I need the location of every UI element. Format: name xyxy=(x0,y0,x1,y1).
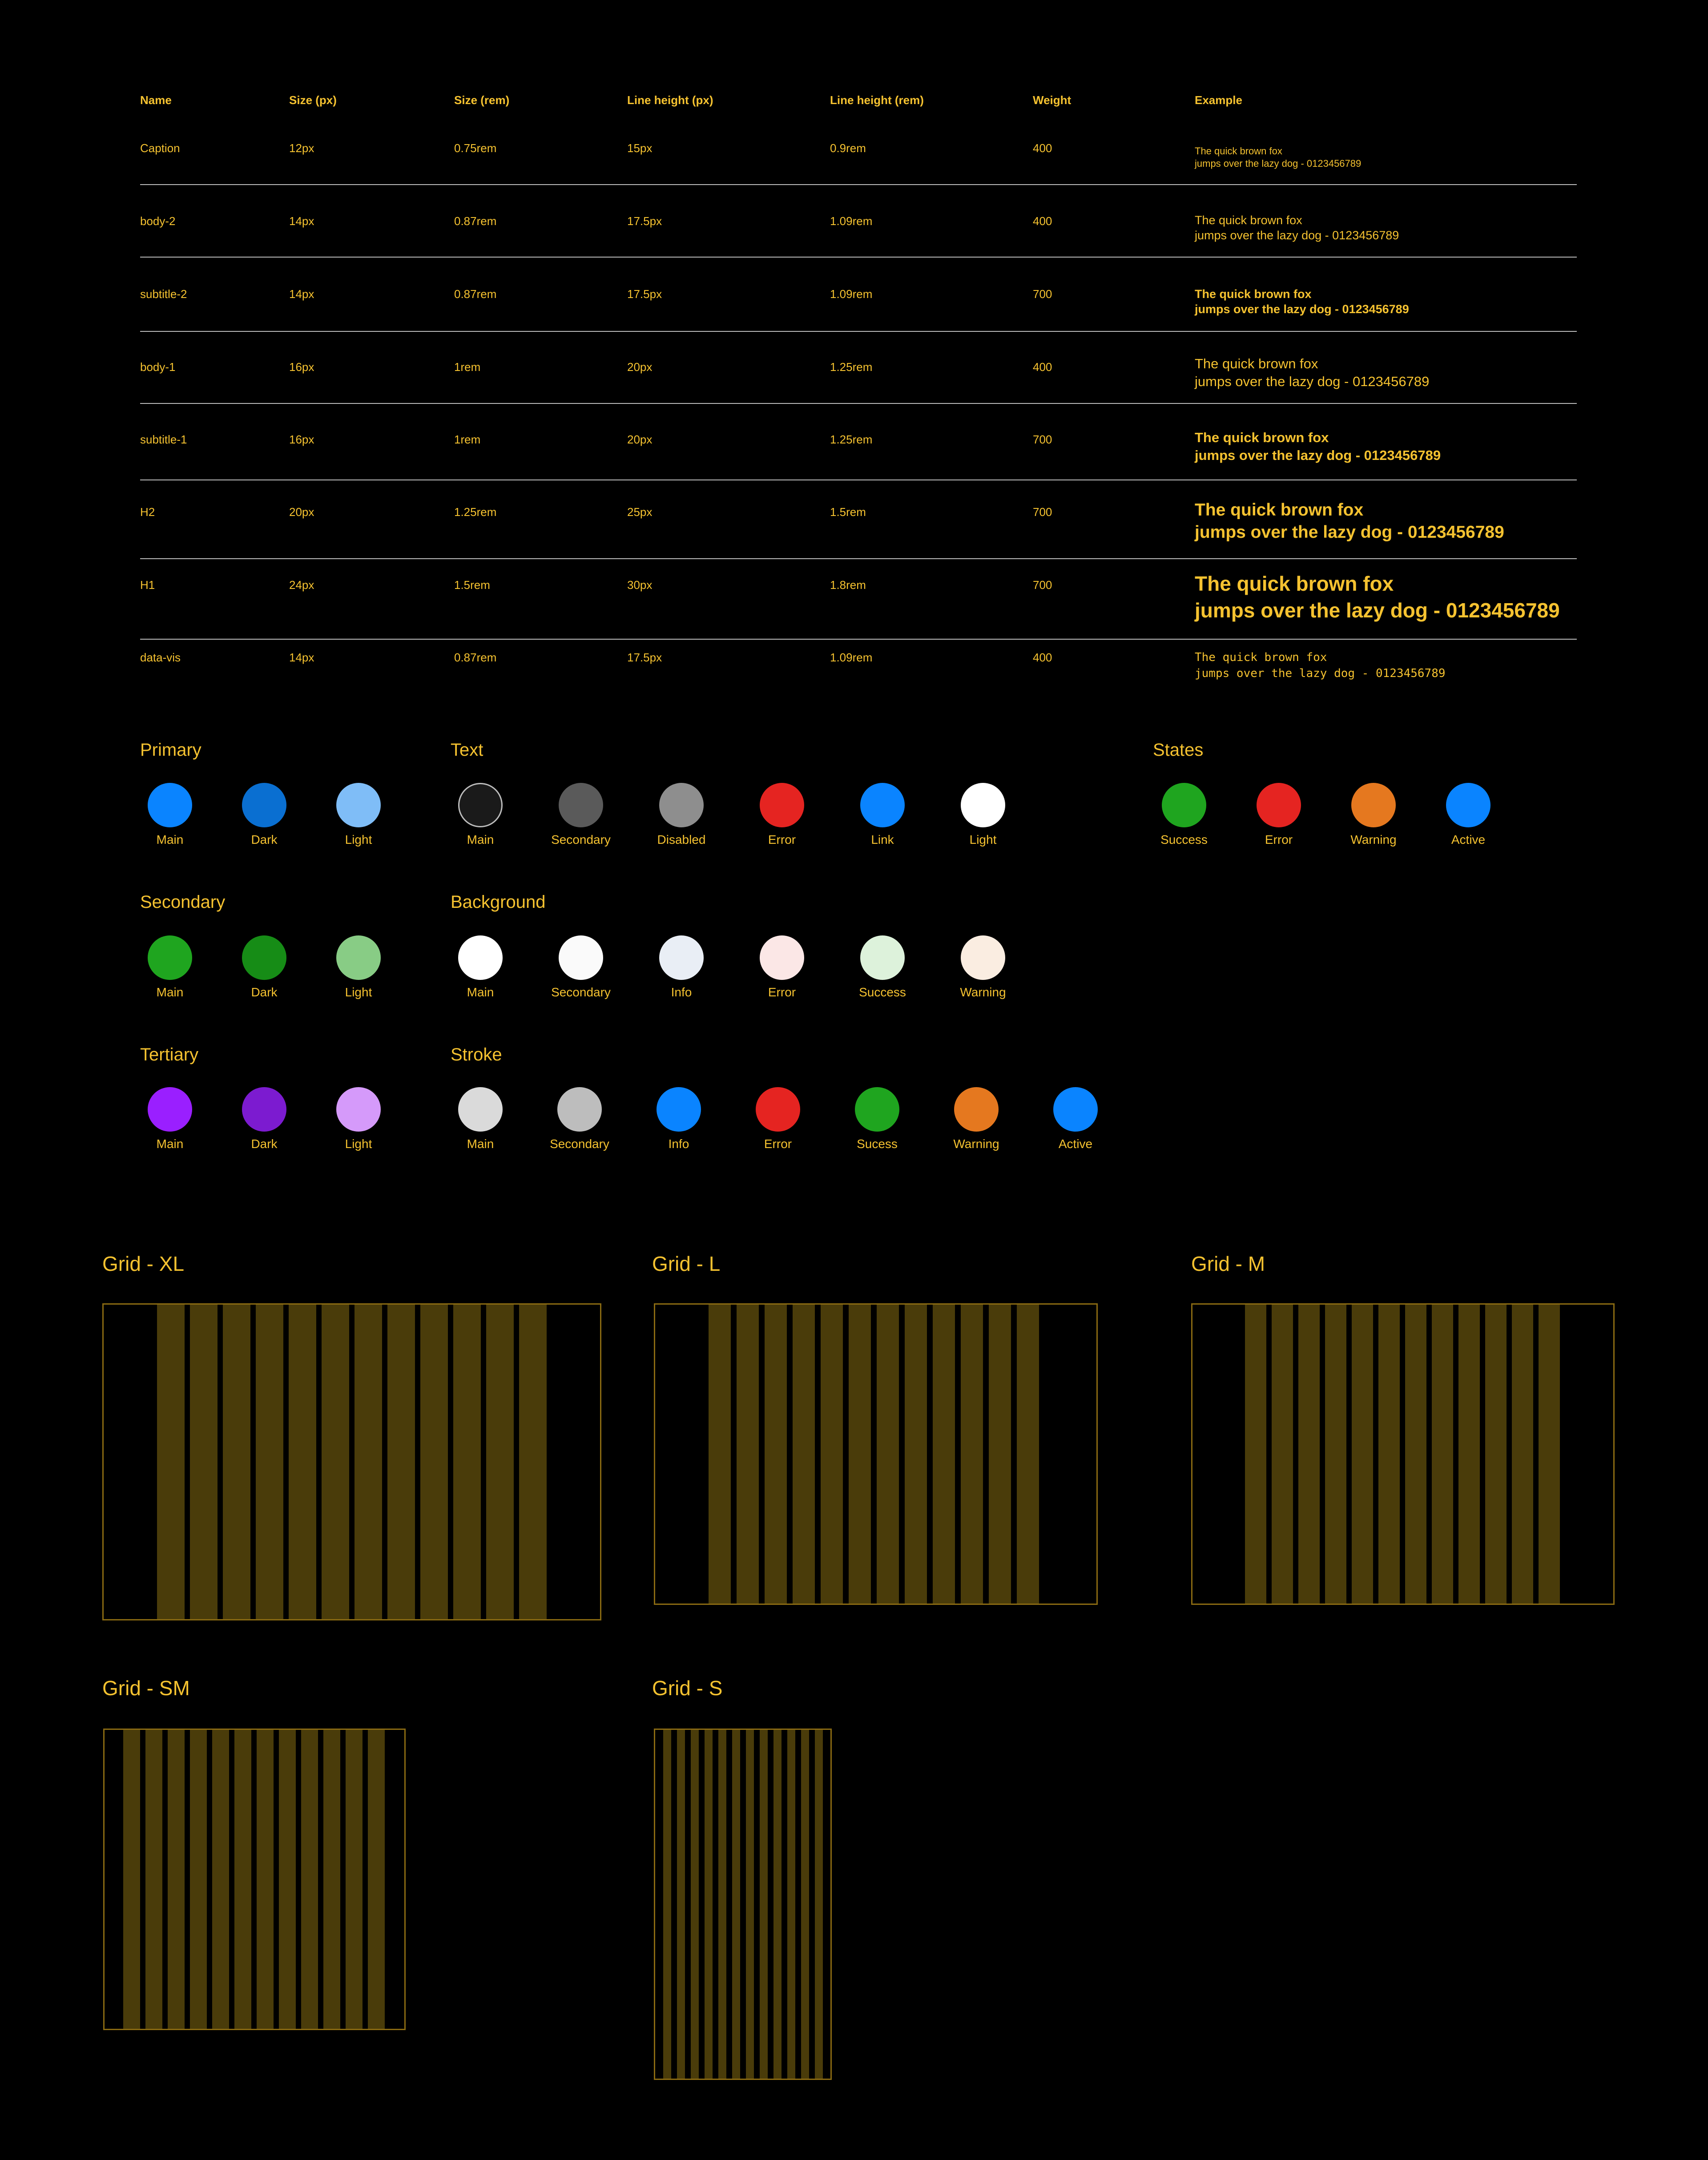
grid-m-title: Grid - M xyxy=(1191,1252,1265,1275)
example-line-1: The quick brown fox xyxy=(1195,500,1364,520)
row-size-px: 14px xyxy=(289,651,314,664)
example-line-1: The quick brown fox xyxy=(1195,145,1282,157)
color-swatch-label: Warning xyxy=(960,985,1006,999)
grid-column xyxy=(760,1730,768,2079)
color-swatch-label: Light xyxy=(345,833,372,846)
example-line-1: The quick brown fox xyxy=(1195,356,1318,371)
row-lh-px: 17.5px xyxy=(627,651,662,664)
grid-column xyxy=(453,1305,481,1619)
row-example xyxy=(1195,570,1560,624)
row-divider xyxy=(140,257,1577,258)
color-swatch-label: Light xyxy=(969,833,997,846)
header-weight: Weight xyxy=(1033,93,1072,107)
grid-column xyxy=(323,1730,340,2029)
row-name: H2 xyxy=(140,505,155,519)
color-swatch[interactable] xyxy=(760,935,804,980)
row-name: data-vis xyxy=(140,651,181,664)
row-divider xyxy=(140,639,1577,640)
color-swatch-label: Light xyxy=(345,1137,372,1151)
color-swatch[interactable] xyxy=(1053,1087,1098,1132)
style-guide-page xyxy=(4,0,1704,2160)
color-group-title: Stroke xyxy=(451,1045,502,1064)
row-weight: 400 xyxy=(1033,651,1052,664)
grid-column xyxy=(1017,1305,1039,1604)
grid-m-preview xyxy=(1191,1303,1615,1605)
grid-column xyxy=(1352,1305,1373,1604)
example-line-1: The quick brown fox xyxy=(1195,651,1327,664)
example-line-2: jumps over the lazy dog - 0123456789 xyxy=(1195,229,1399,242)
header-line-height-px: Line height (px) xyxy=(627,93,713,107)
color-swatch-label: Main xyxy=(467,985,494,999)
grid-column xyxy=(519,1305,547,1619)
color-swatch-label: Main xyxy=(467,1137,494,1151)
example-line-2: jumps over the lazy dog - 0123456789 xyxy=(1195,158,1362,169)
grid-xl-preview xyxy=(102,1303,601,1620)
grid-column xyxy=(145,1730,162,2029)
row-example xyxy=(1195,355,1429,391)
row-size-rem: 1.5rem xyxy=(454,578,490,592)
grid-column xyxy=(705,1730,713,2079)
color-swatch[interactable] xyxy=(458,1087,503,1132)
color-swatch-label: Error xyxy=(1265,833,1293,846)
header-line-height-rem: Line height (rem) xyxy=(830,93,924,107)
grid-column xyxy=(1432,1305,1453,1604)
grid-column xyxy=(1485,1305,1507,1604)
grid-column xyxy=(486,1305,514,1619)
grid-column xyxy=(821,1305,843,1604)
row-example xyxy=(1195,499,1504,544)
grid-column xyxy=(1272,1305,1293,1604)
row-lh-rem: 1.09rem xyxy=(830,214,873,228)
color-swatch-label: Main xyxy=(156,833,184,846)
color-swatch[interactable] xyxy=(242,1087,286,1132)
header-size-rem: Size (rem) xyxy=(454,93,510,107)
row-weight: 400 xyxy=(1033,360,1052,374)
grid-s-preview xyxy=(654,1729,832,2080)
color-swatch[interactable] xyxy=(855,1087,899,1132)
example-line-2: jumps over the lazy dog - 0123456789 xyxy=(1195,667,1446,680)
color-swatch[interactable] xyxy=(557,1087,602,1132)
row-lh-rem: 1.09rem xyxy=(830,651,873,664)
grid-column xyxy=(420,1305,448,1619)
color-swatch-label: Dark xyxy=(251,833,278,846)
color-swatch-label: Dark xyxy=(251,1137,278,1151)
color-group-title: Background xyxy=(451,892,546,912)
color-swatch[interactable] xyxy=(1446,783,1490,827)
example-line-1: The quick brown fox xyxy=(1195,287,1312,301)
row-example xyxy=(1195,429,1441,464)
row-size-px: 12px xyxy=(289,141,314,155)
color-swatch[interactable] xyxy=(148,783,192,827)
row-size-rem: 1rem xyxy=(454,360,481,374)
row-divider xyxy=(140,184,1577,185)
header-size-px: Size (px) xyxy=(289,93,337,107)
color-group-title: Secondary xyxy=(140,892,226,912)
grid-column xyxy=(223,1305,250,1619)
grid-column xyxy=(663,1730,671,2079)
row-lh-rem: 1.25rem xyxy=(830,360,873,374)
row-size-px: 14px xyxy=(289,214,314,228)
row-name: body-1 xyxy=(140,360,176,374)
row-size-px: 20px xyxy=(289,505,314,519)
color-swatch-label: Main xyxy=(156,1137,184,1151)
color-swatch[interactable] xyxy=(961,935,1005,980)
row-size-rem: 0.75rem xyxy=(454,141,497,155)
grid-column xyxy=(322,1305,349,1619)
row-lh-px: 15px xyxy=(627,141,653,155)
grid-column xyxy=(732,1730,740,2079)
example-line-2: jumps over the lazy dog - 0123456789 xyxy=(1195,523,1504,542)
grid-column xyxy=(257,1730,274,2029)
color-swatch[interactable] xyxy=(336,1087,381,1132)
row-weight: 400 xyxy=(1033,141,1052,155)
row-weight: 700 xyxy=(1033,505,1052,519)
grid-column xyxy=(737,1305,759,1604)
color-swatch-label: Info xyxy=(671,985,692,999)
grid-xl-title: Grid - XL xyxy=(102,1252,185,1275)
header-example: Example xyxy=(1195,93,1242,107)
color-swatch-label: Secondary xyxy=(550,1137,609,1151)
grid-column xyxy=(773,1730,781,2079)
row-size-px: 24px xyxy=(289,578,314,592)
grid-column xyxy=(387,1305,415,1619)
color-swatch-label: Success xyxy=(859,985,906,999)
color-swatch-label: Warning xyxy=(1350,833,1397,846)
color-swatch-label: Error xyxy=(764,1137,792,1151)
grid-l-title: Grid - L xyxy=(652,1252,721,1275)
color-swatch[interactable] xyxy=(659,935,704,980)
row-size-rem: 1rem xyxy=(454,433,481,446)
color-swatch-label: Error xyxy=(768,985,796,999)
color-swatch[interactable] xyxy=(458,935,503,980)
grid-s-title: Grid - S xyxy=(652,1676,723,1700)
row-name: Caption xyxy=(140,141,180,155)
color-swatch-label: Disabled xyxy=(657,833,706,846)
grid-column xyxy=(190,1730,207,2029)
grid-column xyxy=(1405,1305,1426,1604)
color-swatch[interactable] xyxy=(860,783,905,827)
grid-column xyxy=(765,1305,787,1604)
grid-column xyxy=(1512,1305,1533,1604)
row-divider xyxy=(140,331,1577,332)
row-divider xyxy=(140,558,1577,559)
color-swatch-label: Sucess xyxy=(857,1137,898,1151)
row-lh-px: 17.5px xyxy=(627,287,662,301)
row-lh-rem: 1.09rem xyxy=(830,287,873,301)
color-swatch[interactable] xyxy=(1351,783,1396,827)
grid-column xyxy=(279,1730,296,2029)
row-size-px: 14px xyxy=(289,287,314,301)
grid-sm-preview xyxy=(103,1729,406,2030)
color-swatch[interactable] xyxy=(860,935,905,980)
color-swatch-label: Main xyxy=(156,985,184,999)
row-lh-rem: 1.25rem xyxy=(830,433,873,446)
grid-column xyxy=(289,1305,316,1619)
color-swatch-label: Main xyxy=(467,833,494,846)
color-group-title: States xyxy=(1153,740,1204,760)
color-swatch[interactable] xyxy=(559,783,603,827)
grid-column xyxy=(1378,1305,1400,1604)
color-swatch[interactable] xyxy=(242,935,286,980)
grid-l-preview xyxy=(654,1303,1098,1605)
grid-column xyxy=(346,1730,363,2029)
row-name: body-2 xyxy=(140,214,176,228)
grid-column xyxy=(961,1305,983,1604)
color-swatch[interactable] xyxy=(1257,783,1301,827)
grid-column xyxy=(123,1730,140,2029)
grid-column xyxy=(1458,1305,1480,1604)
row-divider xyxy=(140,403,1577,404)
grid-column xyxy=(849,1305,871,1604)
row-weight: 700 xyxy=(1033,287,1052,301)
row-size-rem: 0.87rem xyxy=(454,651,497,664)
color-swatch[interactable] xyxy=(659,783,704,827)
color-swatch[interactable] xyxy=(756,1087,800,1132)
grid-column xyxy=(1325,1305,1346,1604)
color-swatch[interactable] xyxy=(336,935,381,980)
color-swatch-label: Active xyxy=(1451,833,1486,846)
grid-sm-title: Grid - SM xyxy=(102,1676,190,1700)
color-swatch-label: Secondary xyxy=(551,833,611,846)
color-group-title: Tertiary xyxy=(140,1045,199,1064)
color-swatch[interactable] xyxy=(148,1087,192,1132)
grid-column xyxy=(709,1305,731,1604)
row-lh-px: 25px xyxy=(627,505,653,519)
row-size-rem: 0.87rem xyxy=(454,214,497,228)
row-example xyxy=(1195,649,1446,681)
row-weight: 700 xyxy=(1033,433,1052,446)
grid-column xyxy=(168,1730,185,2029)
color-swatch-label: Secondary xyxy=(551,985,611,999)
color-swatch-label: Dark xyxy=(251,985,278,999)
grid-column xyxy=(793,1305,815,1604)
example-line-1: The quick brown fox xyxy=(1195,430,1329,445)
grid-column xyxy=(157,1305,185,1619)
color-swatch-label: Success xyxy=(1160,833,1208,846)
example-line-1: The quick brown fox xyxy=(1195,572,1394,595)
grid-column xyxy=(1298,1305,1320,1604)
row-name: H1 xyxy=(140,578,155,592)
color-swatch[interactable] xyxy=(954,1087,999,1132)
color-swatch-label: Active xyxy=(1058,1137,1093,1151)
row-example xyxy=(1195,213,1399,243)
color-swatch-label: Light xyxy=(345,985,372,999)
row-lh-px: 30px xyxy=(627,578,653,592)
example-line-1: The quick brown fox xyxy=(1195,214,1302,227)
color-group-title: Primary xyxy=(140,740,201,760)
grid-column xyxy=(234,1730,251,2029)
row-size-rem: 0.87rem xyxy=(454,287,497,301)
row-example xyxy=(1195,145,1361,170)
example-line-2: jumps over the lazy dog - 0123456789 xyxy=(1195,302,1409,316)
grid-column xyxy=(1245,1305,1266,1604)
color-swatch[interactable] xyxy=(559,935,603,980)
color-swatch[interactable] xyxy=(760,783,804,827)
color-swatch[interactable] xyxy=(336,783,381,827)
grid-column xyxy=(815,1730,823,2079)
grid-column xyxy=(301,1730,318,2029)
row-lh-rem: 0.9rem xyxy=(830,141,866,155)
grid-column xyxy=(212,1730,229,2029)
grid-column xyxy=(787,1730,795,2079)
color-swatch[interactable] xyxy=(242,783,286,827)
grid-column xyxy=(933,1305,955,1604)
row-name: subtitle-2 xyxy=(140,287,187,301)
grid-column xyxy=(718,1730,726,2079)
color-swatch-label: Link xyxy=(871,833,894,846)
grid-column xyxy=(368,1730,385,2029)
color-swatch[interactable] xyxy=(657,1087,701,1132)
row-weight: 700 xyxy=(1033,578,1052,592)
row-size-px: 16px xyxy=(289,360,314,374)
color-swatch-label: Warning xyxy=(953,1137,999,1151)
row-lh-rem: 1.5rem xyxy=(830,505,866,519)
color-swatch-label: Error xyxy=(768,833,796,846)
row-lh-px: 20px xyxy=(627,360,653,374)
row-example xyxy=(1195,286,1409,317)
grid-column xyxy=(190,1305,218,1619)
grid-column xyxy=(1539,1305,1560,1604)
row-size-px: 16px xyxy=(289,433,314,446)
grid-column xyxy=(877,1305,899,1604)
example-line-2: jumps over the lazy dog - 0123456789 xyxy=(1195,447,1441,463)
grid-column xyxy=(354,1305,382,1619)
grid-column xyxy=(801,1730,809,2079)
grid-column xyxy=(989,1305,1011,1604)
row-lh-rem: 1.8rem xyxy=(830,578,866,592)
color-swatch[interactable] xyxy=(961,783,1005,827)
row-lh-px: 20px xyxy=(627,433,653,446)
color-swatch[interactable] xyxy=(458,783,503,827)
color-group-title: Text xyxy=(451,740,483,760)
row-size-rem: 1.25rem xyxy=(454,505,497,519)
example-line-2: jumps over the lazy dog - 0123456789 xyxy=(1195,374,1430,389)
row-weight: 400 xyxy=(1033,214,1052,228)
grid-column xyxy=(691,1730,699,2079)
color-swatch-label: Info xyxy=(668,1137,689,1151)
color-swatch[interactable] xyxy=(1162,783,1206,827)
header-name: Name xyxy=(140,93,172,107)
row-lh-px: 17.5px xyxy=(627,214,662,228)
grid-column xyxy=(746,1730,754,2079)
row-name: subtitle-1 xyxy=(140,433,187,446)
grid-column xyxy=(677,1730,685,2079)
example-line-2: jumps over the lazy dog - 0123456789 xyxy=(1195,599,1560,622)
color-swatch[interactable] xyxy=(148,935,192,980)
grid-column xyxy=(256,1305,283,1619)
grid-column xyxy=(905,1305,927,1604)
